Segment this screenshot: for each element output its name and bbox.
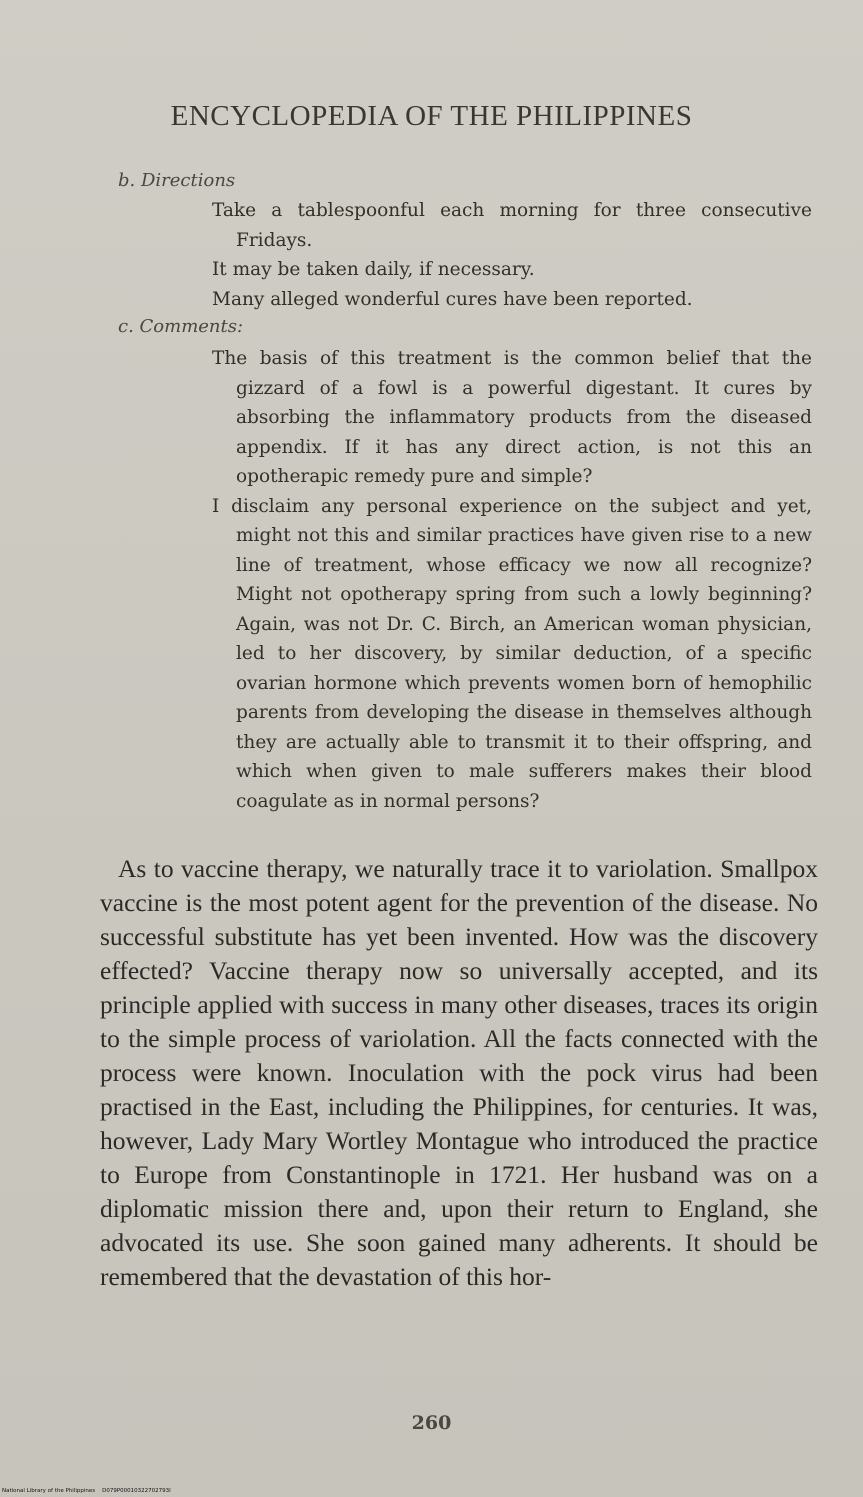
directions-item: It may be taken daily, if necessary. bbox=[212, 259, 535, 280]
library-footer bbox=[2, 1488, 171, 1494]
directions-label: b. Directions bbox=[118, 170, 236, 191]
library-credit: National Library of the Philippines bbox=[2, 1488, 96, 1494]
document-id: D079P00010322702793I bbox=[102, 1488, 171, 1494]
page-number: 260 bbox=[411, 1412, 452, 1434]
comments-label: c. Comments: bbox=[118, 316, 244, 337]
body-paragraph: As to vaccine therapy, we naturally trace it to variolation. Smallpox vaccine is the most potent agent for the prevention of the disease. No successful substitute has yet been invented. How was the discovery effected? Vaccine therapy now so universally accepted, and its principle applied with success in many other diseases, traces its origin to the simple process of variolation. All the facts connected with the process were known. Inoculation with the pock virus had been practised in the East, including the Philippines, for centuries. It was, however, Lady Mary Wortley Montague who introduced the practice to Europe from Constantinople in 1721. Her husband was on a diplomatic mission there and, upon their return to England, she advocated its use. She soon gained many adherents. It should be remembered that the devastation of this hor- bbox=[100, 854, 818, 1291]
directions-list bbox=[212, 196, 812, 314]
page-header-title: ENCYCLOPEDIA OF THE PHILIPPINES bbox=[170, 100, 693, 132]
comments-item: I disclaim any personal experience on the subject and yet, might not this and similar practices have given rise to a new line of treatment, whose efficacy we now all recognize? Might not opotherapy spring from such a lowly beginning? Again, was not Dr. C. Birch, an American woman physician, led to her discovery, by similar deduction, of a specific ovarian hormone which prevents women born of hemophilic parents from developing the disease in themselves although they are actually able to transmit it to their offspring, and which when given to male sufferers makes their blood coagulate as in normal persons? bbox=[212, 495, 812, 812]
directions-item: Take a tablespoonful each morning for three consecutive Fridays. bbox=[212, 200, 812, 251]
comments-list bbox=[212, 344, 812, 816]
directions-item: Many alleged wonderful cures have been reported. bbox=[212, 288, 693, 310]
comments-item: The basis of this treatment is the common belief that the gizzard of a fowl is a powerful digestant. It cures by absorbing the inflammatory products from the diseased appendix. If it has any direct action, is not this an opotherapic remedy pure and simple? bbox=[212, 348, 812, 487]
